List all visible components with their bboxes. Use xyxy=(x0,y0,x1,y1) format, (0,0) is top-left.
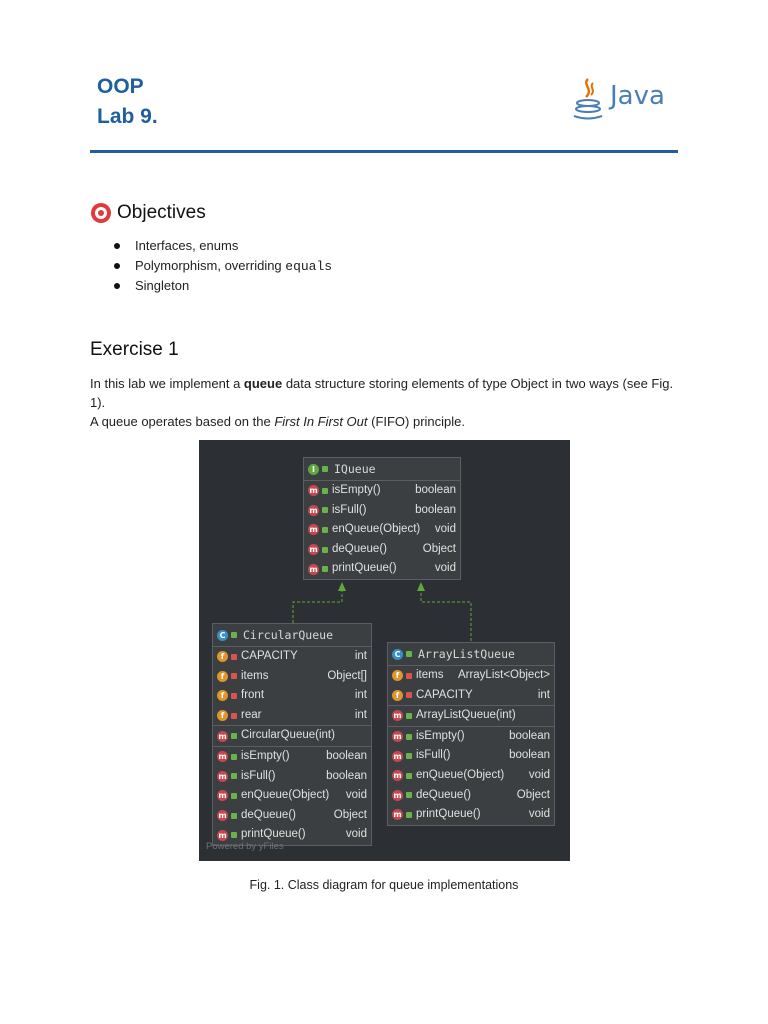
exercise-description xyxy=(90,374,690,431)
method-row xyxy=(304,559,460,579)
field-type: int xyxy=(537,688,550,701)
method-name: enQueue(Object) xyxy=(416,768,505,781)
method-row xyxy=(388,766,554,786)
method-icon: m xyxy=(309,545,318,555)
title-line-2: Lab 9. xyxy=(97,105,158,128)
list-item-text: Interfaces, enums xyxy=(135,238,239,253)
italic-fifo: First In First Out xyxy=(274,414,368,429)
method-type: Object xyxy=(422,542,456,555)
field-row xyxy=(213,667,371,687)
method-row xyxy=(304,481,460,501)
target-icon xyxy=(91,203,111,223)
method-row xyxy=(388,786,554,806)
class-diagram xyxy=(199,440,570,861)
method-icon: m xyxy=(218,811,227,821)
objectives-heading-text: Objectives xyxy=(117,202,206,223)
paragraph-2 xyxy=(90,412,690,431)
objectives-list xyxy=(110,236,332,296)
page-title xyxy=(97,72,158,132)
method-row xyxy=(388,726,554,747)
method-icon: m xyxy=(393,810,402,820)
method-name: deQueue() xyxy=(332,542,387,555)
field-row xyxy=(213,647,371,667)
method-type: void xyxy=(434,562,456,575)
method-type: boolean xyxy=(415,484,456,496)
field-type: ArrayList<Object> xyxy=(457,669,550,681)
field-icon: f xyxy=(392,670,403,681)
method-name: enQueue(Object) xyxy=(241,789,330,802)
constructor-name: CircularQueue(int) xyxy=(241,729,335,742)
java-logo-text: Java xyxy=(610,81,665,111)
method-icon: m xyxy=(218,752,227,762)
method-icon: m xyxy=(309,525,318,535)
powered-by-label: Powered by yFiles xyxy=(206,841,284,852)
constructor-name: ArrayListQueue(int) xyxy=(416,709,516,722)
method-name: printQueue() xyxy=(416,808,481,821)
text-run: data structure storing elements of type Object in two ways (see Fig. 1). xyxy=(90,376,674,410)
method-type: void xyxy=(528,768,550,781)
method-icon: m xyxy=(309,505,318,515)
objectives-heading xyxy=(91,202,206,224)
list-item xyxy=(110,276,332,296)
method-type: boolean xyxy=(415,503,456,516)
bold-queue: queue xyxy=(243,376,283,391)
field-row xyxy=(388,666,554,686)
arraylistqueue-header xyxy=(388,643,554,666)
method-type: boolean xyxy=(509,729,550,742)
method-type: Object xyxy=(333,808,367,821)
method-name: isEmpty() xyxy=(416,729,465,742)
method-type: void xyxy=(528,808,550,821)
method-row xyxy=(304,520,460,540)
list-item xyxy=(110,256,332,276)
method-icon: m xyxy=(309,486,318,496)
constructor-icon: m xyxy=(218,731,227,741)
iqueue-header xyxy=(304,458,460,481)
method-type: void xyxy=(345,789,367,802)
field-type: int xyxy=(354,650,367,662)
field-row xyxy=(213,706,371,726)
field-name: items xyxy=(241,669,269,682)
field-icon: f xyxy=(217,690,228,701)
iqueue-name: IQueue xyxy=(334,462,376,476)
method-type: boolean xyxy=(509,749,550,762)
class-icon: C xyxy=(217,630,228,641)
method-row xyxy=(213,786,371,806)
field-icon: f xyxy=(392,690,403,701)
method-row xyxy=(304,540,460,560)
paragraph-1 xyxy=(90,374,690,412)
field-row xyxy=(213,686,371,706)
field-row xyxy=(388,686,554,706)
figure-caption: Fig. 1. Class diagram for queue implementations xyxy=(249,878,519,892)
method-icon: m xyxy=(393,732,402,742)
constructor-icon: m xyxy=(393,711,402,721)
method-name: isFull() xyxy=(332,503,367,516)
field-type: int xyxy=(354,689,367,702)
method-type: void xyxy=(345,828,367,841)
method-row xyxy=(388,805,554,825)
arraylistqueue-box xyxy=(387,642,555,826)
java-logo xyxy=(568,75,665,123)
text-run: A queue operates based on the xyxy=(90,414,275,429)
iqueue-box xyxy=(303,457,461,580)
method-name: isFull() xyxy=(416,749,451,762)
method-row xyxy=(304,501,460,521)
method-icon: m xyxy=(218,830,227,840)
field-icon: f xyxy=(217,671,228,682)
method-name: deQueue() xyxy=(416,788,471,801)
list-item-text: Singleton xyxy=(135,278,190,293)
arraylistqueue-name: ArrayListQueue xyxy=(418,647,515,661)
method-type: boolean xyxy=(326,749,367,762)
method-icon: m xyxy=(218,791,227,801)
field-icon: f xyxy=(217,651,228,662)
field-name: CAPACITY xyxy=(241,650,298,662)
method-name: isFull() xyxy=(241,769,276,782)
method-name: printQueue() xyxy=(332,562,397,575)
method-type: void xyxy=(434,523,456,536)
title-line-1: OOP xyxy=(97,75,144,98)
text-run: (FIFO) principle. xyxy=(367,414,466,429)
method-icon: m xyxy=(218,771,227,781)
circularqueue-name: CircularQueue xyxy=(243,628,334,642)
field-type: int xyxy=(354,708,367,721)
method-name: enQueue(Object) xyxy=(332,523,421,536)
field-type: Object[] xyxy=(327,669,367,682)
method-icon: m xyxy=(393,751,402,761)
method-icon: m xyxy=(309,564,318,574)
coffee-cup-icon xyxy=(568,75,608,123)
class-icon: C xyxy=(392,649,403,660)
field-name: rear xyxy=(241,708,262,721)
constructor-row xyxy=(213,725,371,746)
method-icon: m xyxy=(393,771,402,781)
method-name: printQueue() xyxy=(241,828,306,841)
list-item-text: Polymorphism, overriding xyxy=(135,258,286,273)
circularqueue-box xyxy=(212,623,372,846)
interface-icon: I xyxy=(308,464,319,475)
method-name: deQueue() xyxy=(241,808,296,821)
method-row xyxy=(388,746,554,766)
method-name: isEmpty() xyxy=(332,484,381,496)
method-row xyxy=(213,806,371,826)
method-type: Object xyxy=(516,788,550,801)
method-type: boolean xyxy=(326,769,367,782)
header-divider xyxy=(90,150,678,153)
method-row xyxy=(213,746,371,767)
constructor-row xyxy=(388,705,554,726)
text-run: In this lab we implement a xyxy=(90,376,244,391)
code-equals: equals xyxy=(285,259,333,274)
list-item xyxy=(110,236,332,256)
method-row xyxy=(213,767,371,787)
field-name: items xyxy=(416,669,444,681)
field-name: CAPACITY xyxy=(416,688,473,701)
exercise-heading: Exercise 1 xyxy=(90,339,179,360)
method-icon: m xyxy=(393,790,402,800)
field-name: front xyxy=(241,689,265,702)
circularqueue-header xyxy=(213,624,371,647)
method-name: isEmpty() xyxy=(241,749,290,762)
field-icon: f xyxy=(217,710,228,721)
